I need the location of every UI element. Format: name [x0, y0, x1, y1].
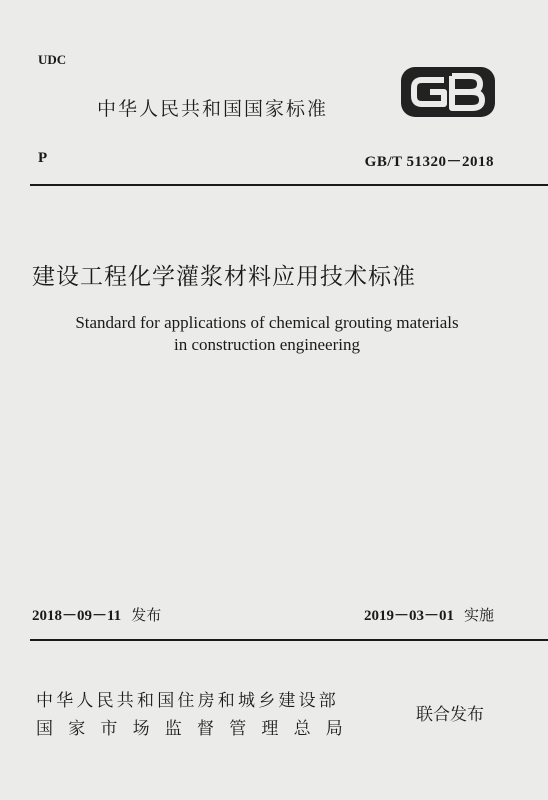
implement-label: 实施: [463, 606, 494, 624]
national-standard-title: 中华人民共和国国家标准: [97, 98, 329, 120]
issue-label: 发布: [131, 606, 162, 624]
gb-logo: [400, 66, 496, 118]
issue-date-block: [32, 604, 161, 625]
bottom-divider: [30, 639, 548, 641]
joint-issue-label: 联合发布: [416, 705, 484, 725]
title-english-line1: Standard for applications of chemical grouting materials: [75, 313, 459, 332]
issuer-ministry: 中华人民共和国住房和城乡建设部: [36, 691, 339, 711]
standard-code: GB/T 51320－2018: [364, 154, 494, 170]
title-english-line2: in construction engineering: [173, 335, 360, 354]
issuer-administration: 国家市场监督管理总局: [36, 719, 358, 739]
classification-code: P: [38, 150, 48, 166]
implement-date: 2019－03－01: [363, 608, 454, 624]
title-chinese: 建设工程化学灌浆材料应用技术标准: [32, 264, 416, 290]
top-divider: [30, 184, 548, 186]
title-english: [32, 312, 502, 356]
udc-label: UDC: [38, 52, 67, 67]
implement-date-block: [364, 604, 494, 625]
issue-date: 2018－09－11: [32, 608, 122, 624]
